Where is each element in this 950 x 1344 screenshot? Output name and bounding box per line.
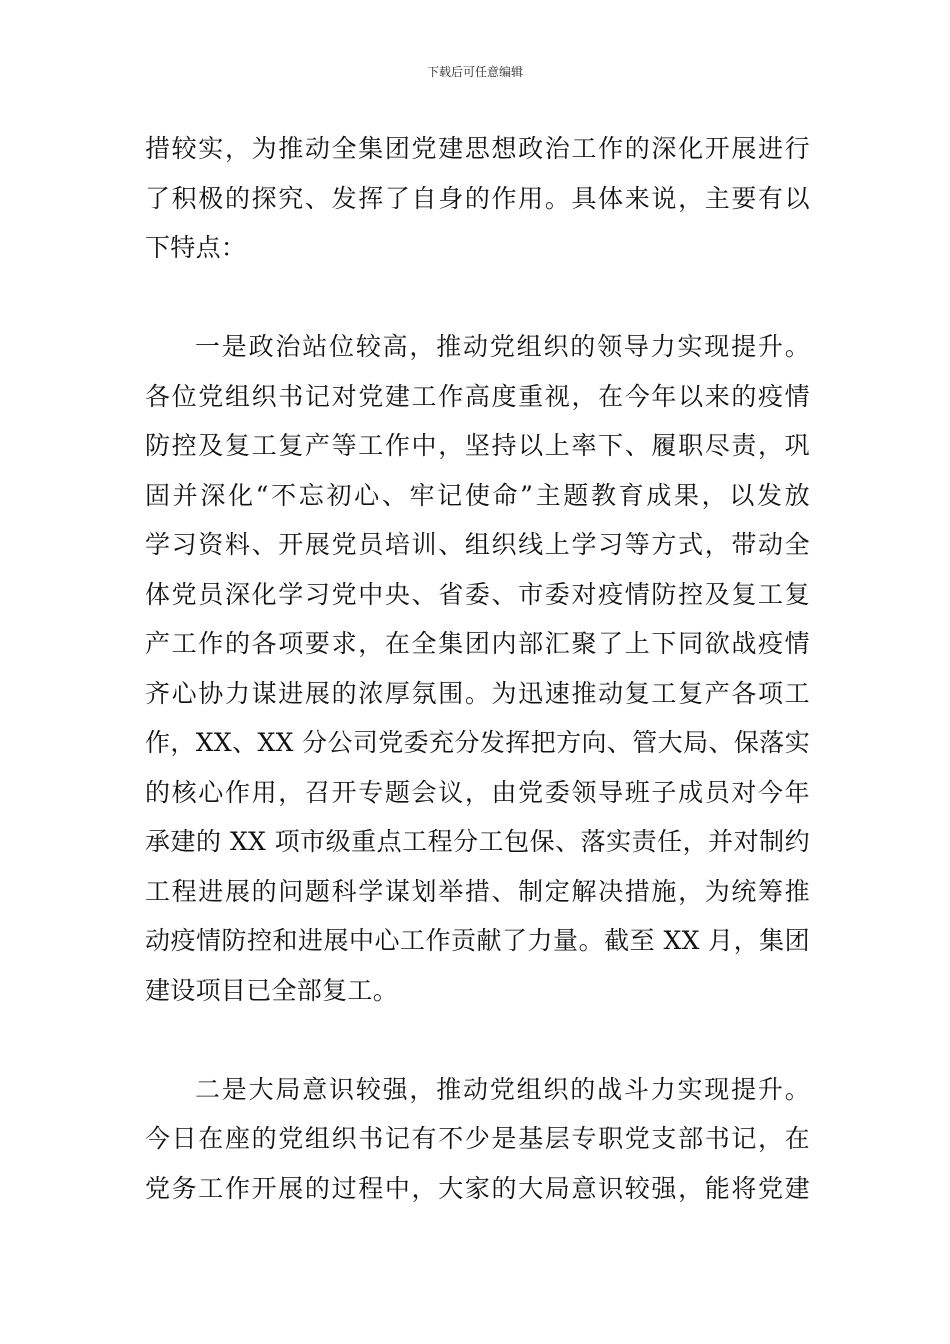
text-line: 的核心作用，召开专题会议，由党委领导班子成员对今年	[145, 777, 810, 807]
text-line: 党务工作开展的过程中，大家的大局意识较强，能将党建	[145, 1173, 810, 1203]
text-line: 动疫情防控和进展中心工作贡献了力量。截至 XX 月，集团	[145, 926, 810, 955]
text-line: 齐心协力谋进展的浓厚氛围。为迅速推动复工复产各项工	[145, 678, 810, 708]
text-line: 建设项目已全部复工。	[145, 975, 399, 1005]
text-line: 今日在座的党组织书记有不少是基层专职党支部书记，在	[145, 1124, 810, 1153]
paragraph-spacer	[145, 273, 810, 323]
text-line: 产工作的各项要求，在全集团内部汇聚了上下同欲战疫情	[145, 629, 810, 658]
document-body	[145, 124, 810, 1213]
text-line: 作，XX、XX 分公司党委充分发挥把方向、管大局、保落实	[145, 728, 810, 757]
paragraph-intro-continued	[145, 124, 810, 273]
paragraph-spacer	[145, 1015, 810, 1065]
text-line: 防控及复工复产等工作中，坚持以上率下、履职尽责，巩	[145, 431, 810, 460]
text-line: 学习资料、开展党员培训、组织线上学习等方式，带动全	[145, 530, 810, 559]
text-line: 工程进展的问题科学谋划举措、制定解决措施，为统筹推	[145, 876, 810, 906]
text-line: 体党员深化学习党中央、省委、市委对疫情防控及复工复	[145, 579, 810, 609]
text-line: 下特点：	[145, 233, 247, 262]
page-header: 下载后可任意编辑	[426, 65, 523, 79]
text-line: 了积极的探究、发挥了自身的作用。具体来说，主要有以	[145, 183, 810, 213]
text-line: 承建的 XX 项市级重点工程分工包保、落实责任，并对制约	[145, 827, 810, 856]
paragraph-point-one	[145, 322, 810, 1015]
paragraph-point-two	[145, 1065, 810, 1214]
text-line: 措较实，为推动全集团党建思想政治工作的深化开展进行	[145, 134, 810, 163]
text-line: 一是政治站位较高，推动党组织的领导力实现提升。	[195, 332, 810, 361]
text-line: 固并深化“不忘初心、牢记使命”主题教育成果，以发放	[145, 480, 810, 510]
text-line: 各位党组织书记对党建工作高度重视，在今年以来的疫情	[145, 381, 810, 411]
text-line: 二是大局意识较强，推动党组织的战斗力实现提升。	[195, 1074, 810, 1104]
